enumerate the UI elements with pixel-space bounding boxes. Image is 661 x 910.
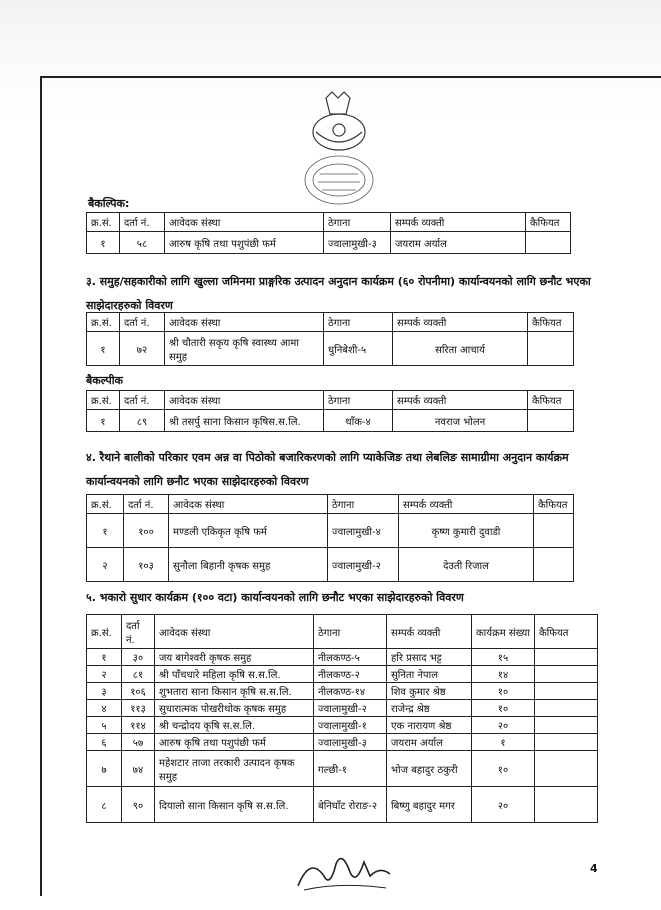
cell-address: ज्वालामुखी-१ (314, 717, 387, 734)
col-applicant: आवेदक संस्था (165, 313, 324, 332)
col-contact: सम्पर्क व्यक्ती (391, 213, 526, 232)
cell-applicant: सुनौला बिहानी कृषक समुह (169, 548, 328, 582)
handwritten-signature (290, 846, 410, 896)
cell-applicant: शुभतारा साना किसान कृषि स.स.लि. (155, 683, 314, 700)
table-row (87, 410, 574, 432)
col-program-count: कार्यक्रम संख्या (472, 615, 535, 649)
col-address: ठेगाना (324, 391, 393, 410)
cell-serial: ३ (87, 683, 122, 700)
cell-serial: १ (87, 410, 120, 432)
cell-remarks (535, 649, 598, 666)
cell-contact: सुनिता नेपाल (387, 666, 472, 683)
table-row (87, 751, 598, 787)
cell-applicant: श्री तसर्पु साना किसान कृषिस.स.लि. (165, 410, 324, 432)
cell-address: नीलकण्ठ-१४ (314, 683, 387, 700)
cell-program-count: १० (472, 700, 535, 717)
col-applicant: आवेदक संस्था (169, 495, 328, 514)
cell-program-count: १० (472, 683, 535, 700)
cell-program-count: १ (472, 734, 535, 751)
cell-applicant: आरुष कृषि तथा पशुपंछी फर्म (155, 734, 314, 751)
cell-reg-no: ५७ (122, 734, 155, 751)
cell-reg-no: ९० (122, 787, 155, 823)
col-address: ठेगाना (328, 495, 399, 514)
cell-applicant: सुधारात्मक पोखरीथोक कृषक समुह (155, 700, 314, 717)
cell-serial: ६ (87, 734, 122, 751)
section-3-heading: ३. समुह/सहकारीको लागि खुल्ला जमिनमा प्राङ्गरिक उत्पादन अनुदान कार्यक्रम (६० रोपनीमा) कार्यान्वयनको लागि छनौट भएका साझेदारहरुको विवरण (86, 275, 591, 312)
table-row (87, 548, 574, 582)
cell-address: थाँक-४ (324, 410, 393, 432)
cell-reg-no: ८१ (122, 666, 155, 683)
cell-serial: ७ (87, 751, 122, 787)
col-applicant: आवेदक संस्था (155, 615, 314, 649)
cell-remarks (535, 717, 598, 734)
cell-contact: राजेन्द्र श्रेष्ठ (387, 700, 472, 717)
cell-reg-no: १०३ (124, 548, 169, 582)
table-header-row (87, 313, 574, 332)
col-remarks: कैफियत (534, 495, 574, 514)
col-remarks: कैफियत (526, 213, 571, 232)
page-border-left (40, 76, 42, 896)
cell-contact: सरिता आचार्य (393, 332, 528, 366)
section-4-heading: ४. रैथाने बालीको परिकार एवम अन्न वा पिठोको बजारिकरणको लागि प्याकेजिङ तथा लेबलिङ सामाग्रीमा अनुदान कार्यक्रम कार्यान्वयनको लागि छनौट भएका साझेदारहरुको विवरण (86, 451, 569, 488)
col-applicant: आवेदक संस्था (165, 391, 324, 410)
cell-applicant: श्री पाँचधारे महिला कृषि स.स.लि. (155, 666, 314, 683)
cell-remarks (535, 787, 598, 823)
cell-reg-no: ११४ (122, 717, 155, 734)
alternative-label-2: बैकल्पीक (86, 374, 123, 387)
cell-applicant: श्री चौतारी सकृय कृषि स्वास्थ्य आमा समुह (165, 332, 324, 366)
cell-address: ज्वालामुखी-३ (314, 734, 387, 751)
cell-serial: ८ (87, 787, 122, 823)
table-section-4 (86, 494, 574, 582)
cell-address: धुनिबेशी-५ (324, 332, 393, 366)
col-reg-no: दर्ता नं. (124, 495, 169, 514)
alternative-label-1: बैकल्पिक: (88, 197, 130, 210)
cell-contact: जयराम अर्याल (391, 232, 526, 254)
table-row (87, 332, 574, 366)
cell-contact: हरि प्रसाद भट्ट (387, 649, 472, 666)
table-header-row (87, 495, 574, 514)
cell-applicant: जय बागेश्वरी कृषक समुह (155, 649, 314, 666)
cell-reg-no: ३० (122, 649, 155, 666)
cell-applicant: आरुष कृषि तथा पशुपंछी फर्म (165, 232, 324, 254)
col-remarks: कैफियत (528, 313, 574, 332)
col-reg-no: दर्ता नं. (120, 391, 165, 410)
cell-serial: २ (87, 548, 124, 582)
cell-address: नीलकण्ठ-२ (314, 666, 387, 683)
table-header-row (87, 391, 574, 410)
cell-contact: कृष्ण कुमारी दुवाडी (399, 514, 534, 548)
col-applicant: आवेदक संस्था (165, 213, 324, 232)
cell-remarks (535, 700, 598, 717)
table-section-3 (86, 312, 574, 366)
cell-applicant: श्री चन्द्रोदय कृषि स.स.लि. (155, 717, 314, 734)
table-row (87, 514, 574, 548)
cell-remarks (534, 548, 574, 582)
col-address: ठेगाना (324, 313, 393, 332)
table-alternative-2 (86, 390, 574, 432)
table-row (87, 700, 598, 717)
cell-program-count: १० (472, 751, 535, 787)
cell-address: बेनिघाँट रोराङ-२ (314, 787, 387, 823)
col-serial: क्र.सं. (87, 615, 122, 649)
cell-reg-no: ७२ (120, 332, 165, 366)
cell-reg-no: १०० (124, 514, 169, 548)
cell-contact: देउती रिजाल (399, 548, 534, 582)
cell-address: नीलकण्ठ-५ (314, 649, 387, 666)
table-alternative-1 (86, 212, 571, 254)
cell-remarks (528, 332, 574, 366)
cell-applicant: महेशटार ताजा तरकारी उत्पादन कृषक समुह (155, 751, 314, 787)
table-header-row (87, 213, 571, 232)
table-row (87, 717, 598, 734)
cell-program-count: २० (472, 787, 535, 823)
cell-remarks (535, 683, 598, 700)
col-serial: क्र.सं. (87, 391, 120, 410)
col-serial: क्र.सं. (87, 495, 124, 514)
cell-contact: भोज बहादुर ठकुरी (387, 751, 472, 787)
page-border-top (40, 76, 661, 78)
cell-reg-no: ८९ (120, 410, 165, 432)
cell-address: ज्वालामुखी-२ (314, 700, 387, 717)
cell-program-count: २० (472, 717, 535, 734)
cell-reg-no: ५८ (120, 232, 165, 254)
table-row (87, 787, 598, 823)
table-row (87, 734, 598, 751)
cell-contact: जयराम अर्याल (387, 734, 472, 751)
col-contact: सम्पर्क व्यक्ती (387, 615, 472, 649)
table-section-5 (86, 614, 598, 823)
col-serial: क्र.सं. (87, 313, 120, 332)
cell-serial: १ (87, 232, 120, 254)
cell-applicant: मण्डली एकिकृत कृषि फर्म (169, 514, 328, 548)
cell-serial: १ (87, 332, 120, 366)
cell-contact: बिष्णु बहादुर मगर (387, 787, 472, 823)
page-number: 4 (590, 862, 598, 875)
cell-reg-no: ११३ (122, 700, 155, 717)
col-address: ठेगाना (314, 615, 387, 649)
table-row (87, 683, 598, 700)
cell-remarks (535, 666, 598, 683)
cell-contact: एक नारायण श्रेष्ठ (387, 717, 472, 734)
cell-remarks (534, 514, 574, 548)
cell-address: गल्छी-१ (314, 751, 387, 787)
cell-program-count: १५ (472, 649, 535, 666)
table-header-row (87, 615, 598, 649)
cell-reg-no: ७४ (122, 751, 155, 787)
cell-remarks (535, 751, 598, 787)
col-address: ठेगाना (324, 213, 391, 232)
cell-address: ज्वालामुखी-२ (328, 548, 399, 582)
cell-serial: १ (87, 649, 122, 666)
col-contact: सम्पर्क व्यक्ती (393, 313, 528, 332)
table-row (87, 666, 598, 683)
cell-remarks (526, 232, 571, 254)
col-reg-no: दर्ता नं. (122, 615, 155, 649)
cell-contact: नवराज भोलन (393, 410, 528, 432)
cell-address: ज्वालामुखी-४ (328, 514, 399, 548)
section-5-heading: ५. भकारो सुधार कार्यक्रम (१०० वटा) कार्यान्वयनको लागि छनौट भएका साझेदारहरुको विवरण (86, 591, 464, 604)
col-contact: सम्पर्क व्यक्ती (399, 495, 534, 514)
col-remarks: कैफियत (528, 391, 574, 410)
cell-serial: २ (87, 666, 122, 683)
table-row (87, 649, 598, 666)
col-remarks: कैफियत (535, 615, 598, 649)
cell-address: ज्वालामुखी-३ (324, 232, 391, 254)
cell-program-count: १४ (472, 666, 535, 683)
table-row (87, 232, 571, 254)
cell-serial: १ (87, 514, 124, 548)
cell-contact: शिव कुमार श्रेष्ठ (387, 683, 472, 700)
col-serial: क्र.सं. (87, 213, 120, 232)
cell-remarks (535, 734, 598, 751)
col-reg-no: दर्ता नं. (120, 213, 165, 232)
cell-remarks (528, 410, 574, 432)
cell-serial: ५ (87, 717, 122, 734)
cell-reg-no: १०६ (122, 683, 155, 700)
government-emblem-stamp (296, 90, 382, 208)
col-reg-no: दर्ता नं. (120, 313, 165, 332)
cell-serial: ४ (87, 700, 122, 717)
col-contact: सम्पर्क व्यक्ती (393, 391, 528, 410)
cell-applicant: दियालो साना किसान कृषि स.स.लि. (155, 787, 314, 823)
